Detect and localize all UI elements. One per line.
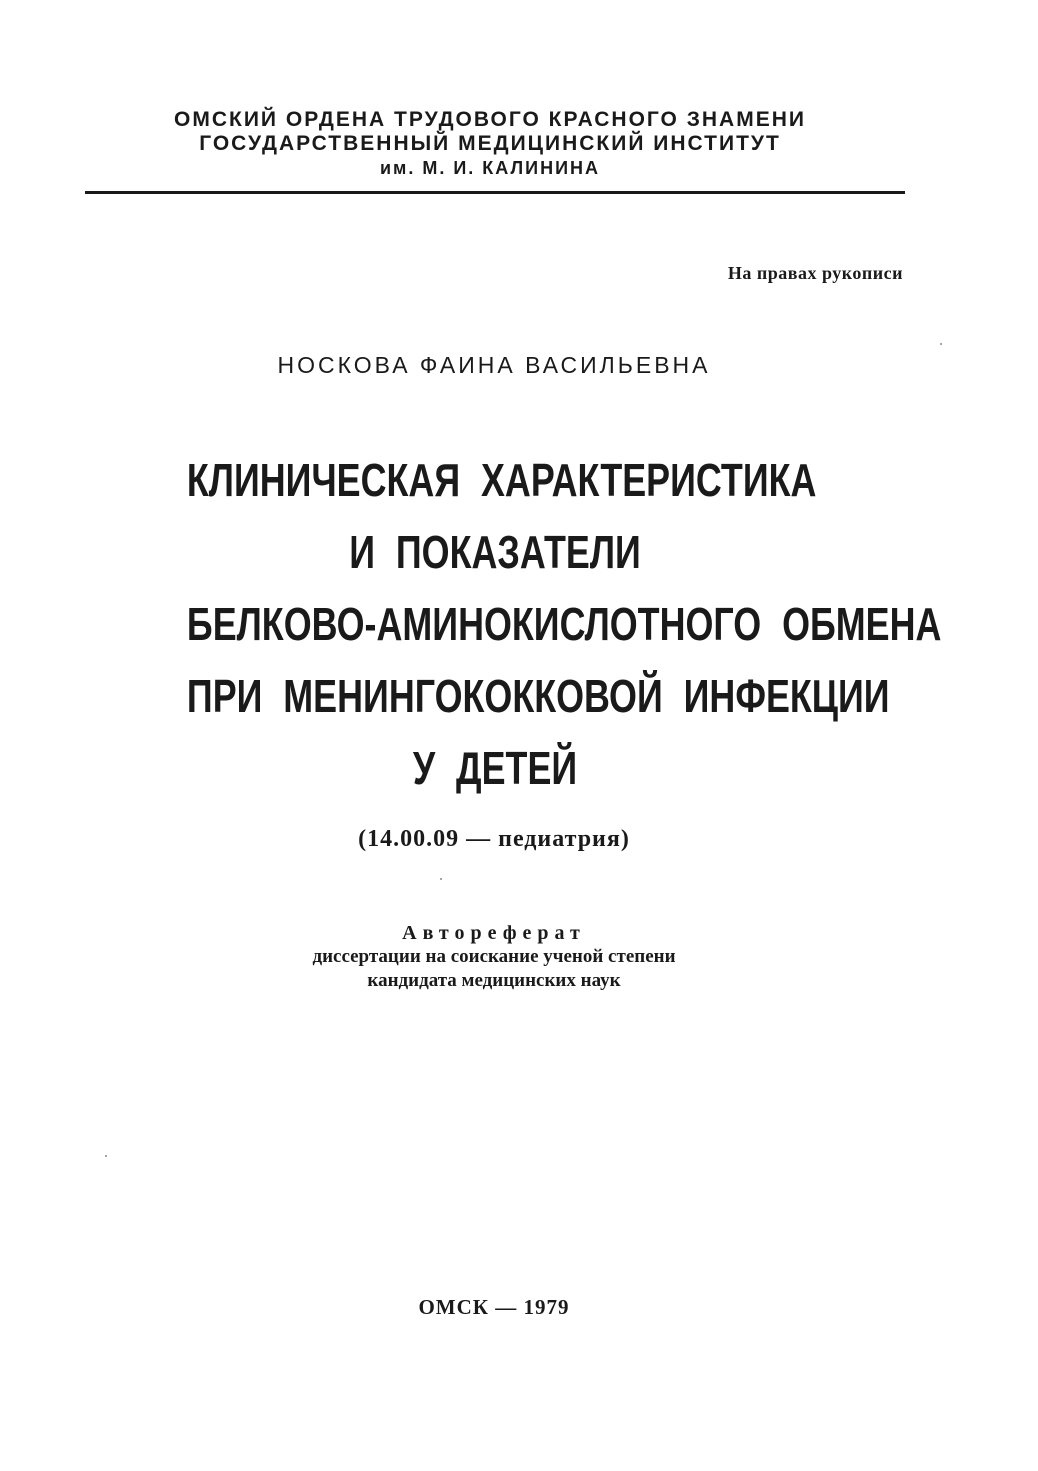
scan-speck <box>440 878 442 880</box>
dissertation-title <box>186 444 942 804</box>
rights-note: На правах рукописи <box>727 263 903 283</box>
abstract-line-1: диссертации на соискание ученой степени <box>312 946 676 967</box>
scan-speck <box>940 343 942 345</box>
institution-header <box>150 108 830 180</box>
title-line-4: ПРИ МЕНИНГОКОККОВОЙ ИНФЕКЦИИ <box>186 670 890 722</box>
specialty-code: (14.00.09 — педиатрия) <box>358 826 630 852</box>
abstract-kind: Автореферат <box>402 922 586 944</box>
title-line-5: У ДЕТЕЙ <box>412 742 578 794</box>
institution-line-1: ОМСКИЙ ОРДЕНА ТРУДОВОГО КРАСНОГО ЗНАМЕНИ <box>174 108 806 131</box>
abstract-block <box>0 921 988 993</box>
place-year: ОМСК — 1979 <box>418 1295 570 1319</box>
scan-speck <box>105 1155 107 1157</box>
abstract-line-2: кандидата медицинских наук <box>367 970 621 991</box>
author-name: НОСКОВА ФАИНА ВАСИЛЬЕВНА <box>277 352 711 378</box>
institution-line-2: ГОСУДАРСТВЕННЫЙ МЕДИЦИНСКИЙ ИНСТИТУТ <box>199 132 781 155</box>
title-line-2: И ПОКАЗАТЕЛИ <box>349 526 641 578</box>
title-line-3: БЕЛКОВО-АМИНОКИСЛОТНОГО ОБМЕНА <box>186 598 942 650</box>
institution-line-3: им. М. И. КАЛИНИНА <box>379 158 601 178</box>
title-line-1: КЛИНИЧЕСКАЯ ХАРАКТЕРИСТИКА <box>186 454 817 506</box>
header-divider <box>85 191 905 194</box>
